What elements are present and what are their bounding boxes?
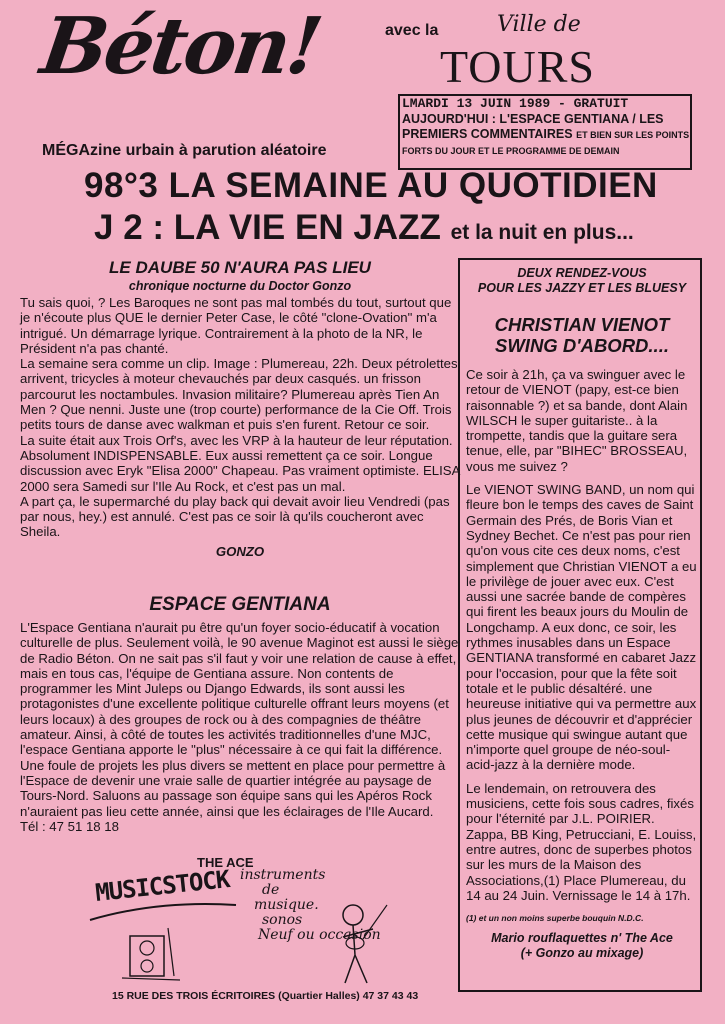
right-para3: Le lendemain, on retrouvera des musiciens, cette fois sous cadres, fixés pour l'éternité par J.L. POIRIER. Zappa, BB King, Petrucciani, E. Louiss, entre autres, donc de superbes photos sur les murs de la Maison des Associations,(1) Place Plumereau, du 14 au 24 Juin. Vernissage le 14 à 17h. [466,780,697,903]
article1-para2: La semaine sera comme un clip. Image : Plumereau, 22h. Deux pétrolettes arrivent, tricycles à moteur chevauchés par deux casqués. un frisson parcourut les noctambules. Invasion militaire? Plumereau après Tien An Men ? Que nenni. Juste une (trop courte) performance de la Cie Off. Trois petits tours de danse avec walkman et puis s'en furent. Retour ce soir. [20,356,458,433]
aujourdhui-summary [402,112,692,159]
article2-title: ESPACE GENTIANA [149,594,331,615]
headline-secondary [94,208,634,248]
ville-de-text: Ville de [497,12,581,37]
article1-para1: Tu sais quoi, ? Les Baroques ne sont pas mal tombés du tout, surtout que je n'écoute plus QUE le dernier Peter Case, le côté "clone-Ovation" m'a intrigué. Un démarrage lyrique. Contrairement à la photo de la NR, le Président n'a pas chanté. [20,295,452,356]
article1-para4: A part ça, le supermarché du play back qui devait avoir lieu Vendredi (pas par nous, hey.) est annulé. C'est pas ce soir là qu'ils coucheront avec Sheila. [20,493,450,540]
newspaper-logo: Béton! [35,1,326,92]
headline-secondary-small: et la nuit en plus... [450,221,634,244]
right-credit1: Mario rouflaquettes n' The Ace [491,931,673,946]
amplifier-drawing-icon [118,918,188,986]
article2-tel: Tél : 47 51 18 18 [20,818,119,834]
right-kicker-line1: DEUX RENDEZ-VOUS [517,266,647,280]
ad-line4: sonos [262,912,303,928]
ad-line5: Neuf ou occasion [258,927,381,943]
right-credit2: (+ Gonzo au mixage) [520,946,644,961]
headline-main: 98°3 LA SEMAINE AU QUOTIDIEN [84,166,658,205]
aujourdhui-main: AUJOURD'HUI : L'ESPACE GENTIANA / LES PREMIERS COMMENTAIRES [402,112,664,141]
ad-line1: instruments [240,867,326,883]
right-footnote: (1) et un non moins superbe bouquin N.D.C. [466,913,644,924]
article1-signature: GONZO [215,543,265,559]
right-para2: Le VIENOT SWING BAND, un nom qui fleure bon le temps des caves de Saint Germain des Prés, de Boris Vian et Sydney Bechet. Ce n'est pas pour rien qu'on vous cite ces deux noms, c'est simplement que Christian VIENOT a eu le privilège de jouer avec eux. C'est aussi une sacrée bande de compères qui firent les beaux jours du Moulin de Longchamp. A eux donc, ce soir, les rythmes inusables dans un Espace GENTIANA transformé en cabaret Jazz pour l'occasion, pour que la fête soit totale et le public désaltéré. une heureuse initiative qui va permettre aux plus jeunes de découvrir et d'apprécier cette musique qui swingue autant que n'importe quel groupe de néo-soul-acid-jazz à la dernière mode. [466,482,697,773]
right-title: CHRISTIAN VIENOT SWING D'ABORD.... [494,314,670,356]
ad-line3: musique. [254,897,319,913]
guitarist-drawing-icon [325,895,395,990]
issue-date: LMARDI 13 JUIN 1989 - GRATUIT [402,96,629,111]
article2-para: L'Espace Gentiana n'aurait pu être qu'un foyer socio-éducatif à vocation culturelle de plus. Seulement voilà, le 90 avenue Maginot est aussi le siège de Radio Béton. On ne sait pas s'il faut y voir une relation de cause à effet, mais en tous cas, l'équipe de Gentiana assure. Non contents de programmer les Mint Juleps ou Django Edwards, ils sont aussi les protagonistes d'une excellente politique culturelle offrant leurs moyens (et leurs locaux) à des groupes de rock ou à des compagnies de théâtre amateur. Ainsi, à côté de toutes les activités traditionnelles d'une MJC, l'espace Gentiana apporte le "plus" nécessaire à ce qui fait la différence. Une foule de projets les plus divers se mettent en place pour permettre à l'Espace de devenir une vraie salle de quartier intégrée au paysage de Tours-Nord. Saluons au passage son équipe sans qui les Apéros Rock n'auraient pas lieu cette année, ainsi que les éclairages de l'Ile Aucard. [20,620,459,819]
right-para1: Ce soir à 21h, ça va swinguer avec le retour de VIENOT (papy, est-ce bien raisonnable ?) et sa bande, dont Alain WILSCH le super guitariste.. à la trompette, tandis que la guitare sera tenue, elle, par "BIHEC" BROSSEAU, vous me suivez ? [466,367,688,474]
article1-body [20,295,460,559]
tours-logo: TOURS [440,41,595,92]
right-kicker-line2: POUR LES JAZZY ET LES BLUESY [477,281,687,295]
headline-secondary-main: J 2 : LA VIE EN JAZZ [94,208,441,247]
tagline: MÉGAzine urbain à parution aléatoire [42,142,327,159]
article1-title: LE DAUBE 50 N'AURA PAS LIEU [109,258,371,277]
aujourdhui-small: ET BIEN SUR LES POINTS FORTS DU JOUR ET LE PROGRAMME DE DEMAIN [402,130,690,156]
ad-musicstock-logo: MUSICSTOCK [93,865,231,907]
avec-la-text: avec la [385,22,439,39]
ad-the-ace: THE ACE [197,855,254,870]
right-body [466,367,698,962]
ad-line2: de [262,882,280,898]
article1-para3: La suite était aux Trois Orf's, avec les VRP à la hauteur de leur réputation. Absolument INDISPENSABLE. Eux aussi remettent ça ce soir. Longue discussion avec Eryk "Elisa 2000" Chapeau. Pas vraiment optimiste. ELISA 2000 sera Samedi sur l'Ile Au Rock, et c'est pas un mal. [20,432,460,494]
ad-address: 15 RUE DES TROIS ÉCRITOIRES (Quartier Halles) 47 37 43 43 [112,990,419,1002]
right-kicker [466,266,698,296]
article1-subtitle: chronique nocturne du Doctor Gonzo [128,279,352,293]
article2-body [20,620,460,834]
